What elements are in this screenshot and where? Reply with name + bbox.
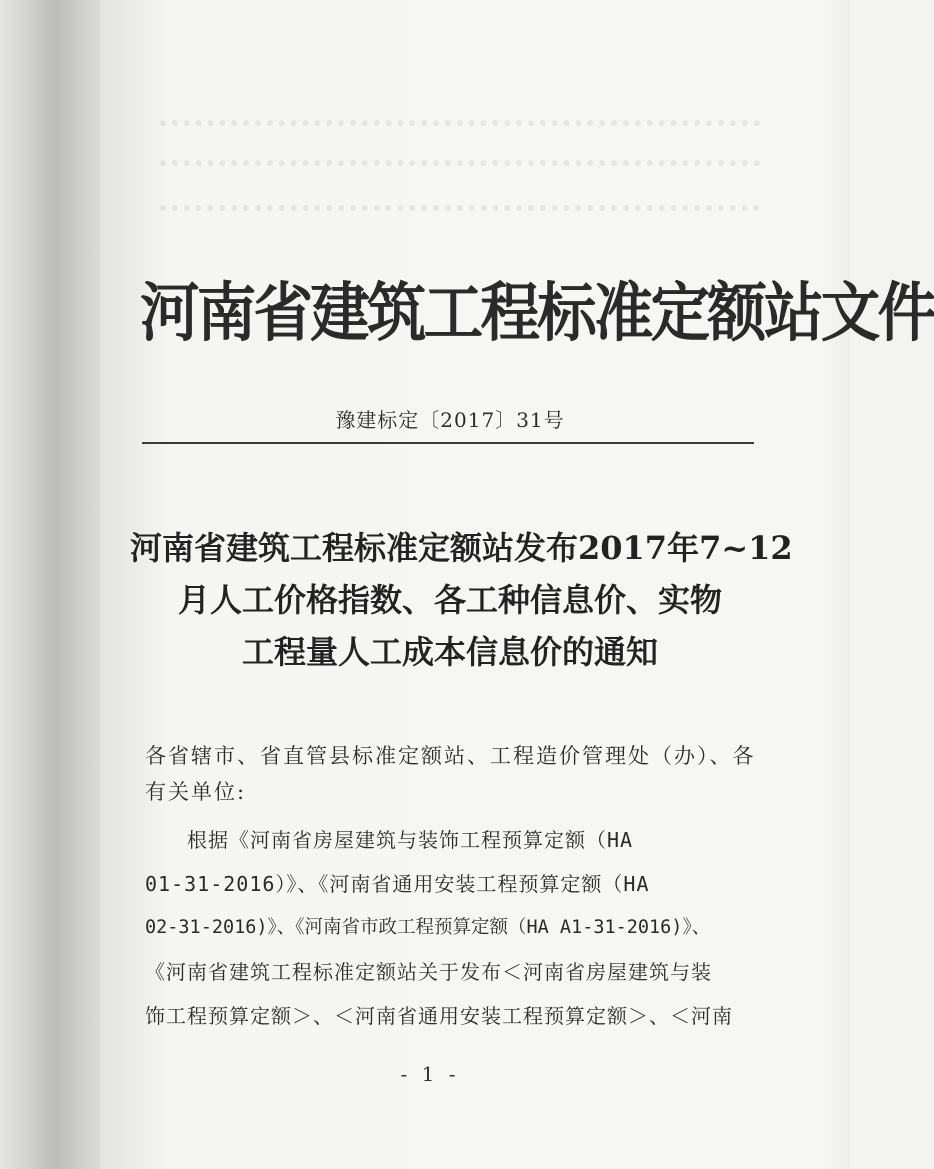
issuer-header-title: 河南省建筑工程标准定额站文件 (140, 277, 934, 351)
body-line: 02-31-2016)》、《河南省市政工程预算定额（HA A1-31-2016)》、 (145, 917, 711, 938)
body-line: 《河南省建筑工程标准定额站关于发布＜河南省房屋建筑与装 (145, 960, 712, 984)
body-paragraph (145, 818, 765, 1038)
salutation: 各省辖市、省直管县标准定额站、工程造价管理处（办）、各有关单位: (145, 744, 756, 804)
body-line: 饰工程预算定额＞、＜河南省通用安装工程预算定额＞、＜河南 (145, 1004, 733, 1028)
notice-title-line: 工程量人工成本信息价的通知 (241, 633, 658, 671)
body-line: 01-31-2016）》、《河南省通用安装工程预算定额（HA (145, 872, 650, 896)
notice-title-line: 河南省建筑工程标准定额站发布2017年7~12 (130, 529, 793, 567)
show-through-texture (160, 205, 760, 223)
show-through-texture (160, 120, 760, 138)
notice-title (130, 522, 793, 678)
page-number: - 1 - (400, 1062, 460, 1086)
binding-shadow (0, 0, 100, 1169)
header-divider (142, 442, 754, 444)
document-number: 豫建标定〔2017〕31号 (335, 408, 565, 432)
notice-title-line: 月人工价格指数、各工种信息价、实物 (177, 581, 722, 619)
body-line: 根据《河南省房屋建筑与装饰工程预算定额（HA (187, 828, 634, 852)
show-through-texture (160, 160, 760, 178)
